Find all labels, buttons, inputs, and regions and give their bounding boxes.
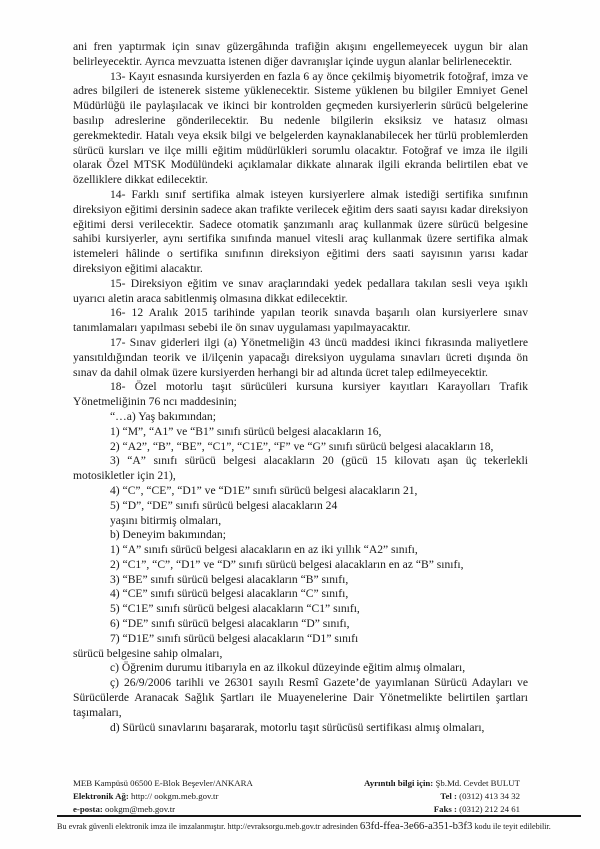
- experience-item-5: 5) “C1E” sınıfı sürücü belgesi alacakların “C1” sınıfı,: [110, 602, 360, 616]
- age-item-1: 1) “M”, “A1” ve “B1” sınıfı sürücü belgesi alacakların 16,: [110, 424, 382, 438]
- footer-address-block: [73, 777, 253, 817]
- experience-item-1: 1) “A” sınıfı sürücü belgesi alacakların en az iki yıllık “A2” sınıfı,: [110, 543, 418, 557]
- paragraph-17: 17- Sınav giderleri ilgi (a) Yönetmeliğin 43 üncü maddesi ikinci fıkrasında maliyetlere yansıtıldığından teorik ve il/ilçenin yapacağı direksiyon uygulama sınavları ücreti dışında ön sınav da dahil olmak üzere kursiyerden herhangi bir ad altında ücret talep edilmeyecektir.: [73, 335, 528, 379]
- footer-tel-label: Tel :: [440, 791, 457, 802]
- clause-b-heading: b) Deneyim bakımından;: [110, 528, 226, 542]
- paragraph-13: 13- Kayıt esnasında kursiyerden en fazla 6 ay önce çekilmiş biyometrik fotoğraf, imza ve adres bilgileri de istenerek sisteme yüklenecektir. Sisteme yüklenen bu bilgiler Emniyet Genel Müdürlüğü ile paylaşılacak ve ikinci bir kontrolden geçmeden kursiyerlerin sürücü belgelerine basılıp adreslerine gönderilecektir. Bu nedenle bilgilerin eksiksiz ve hatasız olması gerekmektedir. Hatalı veya eksik bilgi ve belgelerden kaynaklanabilecek her türlü problemlerden sürücü kursları ve ilçe milli eğitim müdürlükleri sorumlu olacaktır. Fotoğraf ve imza ile ilgili olarak Özel MTSK Modülündeki açıklamalar dikkate alınarak ilgili ekranda belirtilen ebat ve özelliklere dikkat edilecektir.: [73, 69, 528, 187]
- paragraph-14: 14- Farklı sınıf sertifika almak isteyen kursiyerlere almak istediği sertifika sınıfının direksiyon eğitimi dersinin sadece akan trafikte verilecek eğitim ders saati sayısı kadar direksiyon eğitimi dersi verilecektir. Sadece otomatik şanzımanlı araç kullanmak üzere sürücü belgesine sahibi kursiyerler, aynı sertifika sınıfında manuel vitesli araç kullanmak üzere sertifika almak istemeleri hâlinde o sertifika sınıfının direksiyon eğitimi ders saati sayısının yarısı kadar direksiyon eğitimi alacaktır.: [73, 187, 528, 275]
- verification-code: 63fd-ffea-3e66-a351-b3f3: [359, 820, 473, 832]
- footer-fax-label: Faks :: [433, 804, 457, 815]
- paragraph-16: 16- 12 Aralık 2015 tarihinde yapılan teorik sınavda başarılı olan kursiyerlere sınav tanımlamaları yapılması sebebi ile ön sınav uygulaması yapılmayacaktır.: [73, 306, 528, 335]
- footer-network-value: http:// ookgm.meb.gov.tr: [131, 791, 219, 802]
- experience-item-3: 3) “BE” sınıfı sürücü belgesi alacakların “B” sınıfı,: [110, 572, 349, 586]
- footer-contact-label: Ayrıntılı bilgi için:: [364, 778, 434, 788]
- age-item-2: 2) “A2”, “B”, “BE”, “C1”, “C1E”, “F” ve “G” sınıfı sürücü belgesi alacakların 18,: [110, 439, 494, 453]
- clause-d: d) Sürücü sınavlarını başararak, motorlu taşıt sürücüsü sertifikası almış olmaları,: [110, 720, 485, 734]
- footer-email-value: ookgm@meb.gov.tr: [105, 804, 176, 815]
- experience-item-2: 2) “C1”, “C”, “D1” ve “D” sınıfı sürücü belgesi alacakların en az “B” sınıfı,: [110, 557, 464, 571]
- footer-network: [73, 790, 253, 803]
- verification-suffix: kodu ile teyit edilebilir.: [474, 822, 551, 831]
- footer-tel: [364, 790, 520, 803]
- document-body: [73, 40, 528, 735]
- verification-prefix: Bu evrak güvenli elektronik imza ile imzalanmıştır. http://evraksorgu.meb.gov.tr adresinden: [57, 822, 358, 831]
- clause-a-heading: “…a) Yaş bakımından;: [110, 409, 216, 423]
- experience-item-4: 4) “CE” sınıfı sürücü belgesi alacakların “C” sınıfı,: [110, 587, 349, 601]
- footer-address: MEB Kampüsü 06500 E-Blok Beşevler/ANKARA: [73, 778, 253, 788]
- footer-network-label: Elektronik Ağ:: [73, 791, 129, 802]
- experience-item-6: 6) “DE” sınıfı sürücü belgesi alacakların “D” sınıfı,: [110, 617, 350, 631]
- footer-contact: [364, 777, 520, 790]
- clause-c: c) Öğrenim durumu itibarıyla en az ilkokul düzeyinde eğitim almış olmaları,: [110, 661, 466, 675]
- footer-fax-value: (0312) 212 24 61: [459, 804, 520, 815]
- verification-line: [57, 820, 587, 833]
- footer-tel-value: (0312) 413 34 32: [459, 791, 520, 802]
- paragraph-18: 18- Özel motorlu taşıt sürücüleri kursuna kursiyer kayıtları Karayolları Trafik Yönetmeliğinin 76 ncı maddesinin;: [73, 380, 528, 409]
- age-item-3: 3) “A” sınıfı sürücü belgesi alacakların 20 (gücü 15 kilovatı aşan üç tekerlekli motosikletler için 21),: [73, 454, 528, 483]
- experience-item-7: 7) “D1E” sınıfı sürücü belgesi alacakların “D1” sınıfı: [110, 631, 359, 645]
- age-item-4: 4) “C”, “CE”, “D1” ve “D1E” sınıfı sürücü belgesi alacakların 21,: [110, 483, 418, 497]
- age-item-5: 5) “D”, “DE” sınıfı sürücü belgesi alacakların 24: [110, 498, 338, 512]
- paragraph-15: 15- Direksiyon eğitim ve sınav araçlarındaki yedek pedallara takılan sesli veya ışıklı uyarıcı aletin araca sabitlenmiş olmasına dikkat edilecektir.: [73, 276, 528, 305]
- footer-contact-value: Şb.Md. Cevdet BULUT: [435, 778, 520, 788]
- footer-email-label: e-posta:: [73, 804, 103, 815]
- footer-contact-block: [364, 777, 520, 817]
- paragraph-continuation: ani fren yaptırmak için sınav güzergâhında trafiğin akışını engellemeyecek uygun bir alan belirleyecektir. Ayrıca mevzuatta istenen diğer davranışlar içinde uygun alanlar belirlenecektir.: [73, 40, 528, 68]
- footer-divider: [57, 815, 581, 817]
- experience-continuation: sürücü belgesine sahip olmaları,: [73, 646, 223, 660]
- age-continuation: yaşını bitirmiş olmaları,: [110, 513, 222, 527]
- clause-ce: ç) 26/9/2006 tarihli ve 26301 sayılı Resmî Gazete’de yayımlanan Sürücü Adayları ve Sürücülerde Aranacak Sağlık Şartları ile Muayenelerine Dair Yönetmelikte belirtilen şartları taşımaları,: [73, 676, 528, 719]
